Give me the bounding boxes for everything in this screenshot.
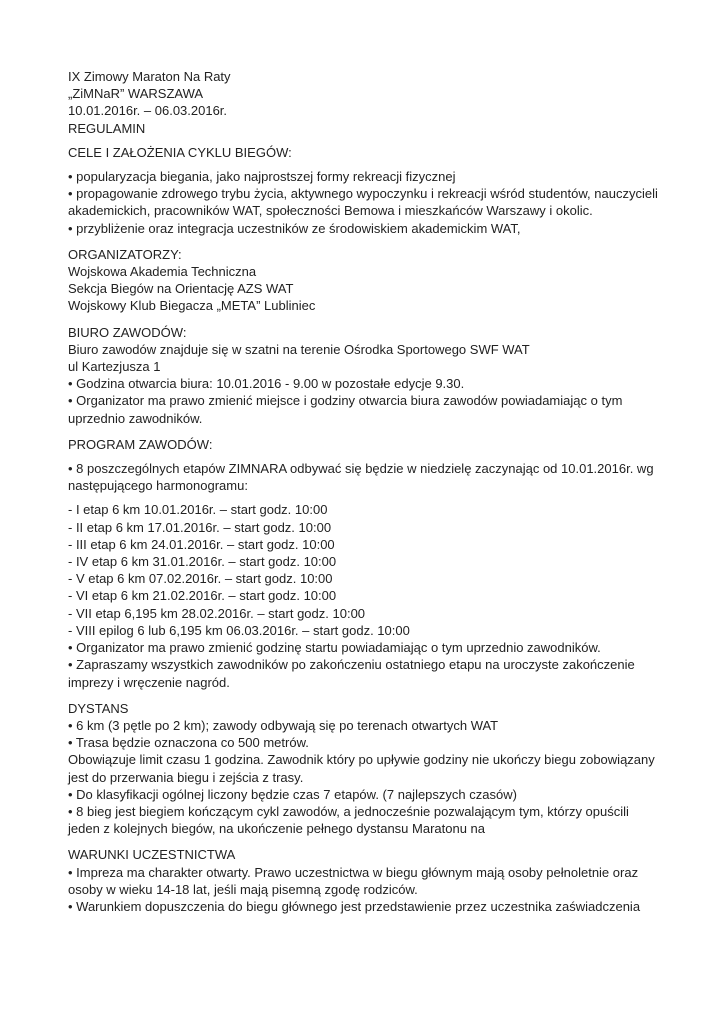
stage-item: - II etap 6 km 17.01.2016r. – start godz. 10:00 bbox=[68, 519, 332, 535]
bullet-item: • 8 poszczególnych etapów ZIMNARA odbywać się będzie w niedzielę zaczynając od 10.01.2016r. wg bbox=[68, 461, 654, 477]
organizer-item: Wojskowa Akademia Techniczna bbox=[68, 264, 257, 280]
section-heading: DYSTANS bbox=[68, 700, 129, 716]
organizer-item: Wojskowy Klub Biegacza „META” Lubliniec bbox=[68, 298, 316, 314]
bullet-item: • Organizator ma prawo zmienić miejsce i godziny otwarcia biura zawodów powiadamiając o tym bbox=[68, 393, 623, 409]
document-type: REGULAMIN bbox=[68, 120, 146, 136]
bullet-item-continuation: jeden z kolejnych biegów, na ukończenie pełnego dystansu Maratonu na bbox=[68, 821, 486, 837]
organizer-item: Sekcja Biegów na Orientację AZS WAT bbox=[68, 281, 294, 297]
bullet-item-continuation: imprezy i wręczenie nagród. bbox=[68, 674, 230, 690]
bullet-item: • przybliżenie oraz integracja uczestników ze środowiskiem akademickim WAT, bbox=[68, 220, 521, 236]
stage-item: - V etap 6 km 07.02.2016r. – start godz. 10:00 bbox=[68, 571, 333, 587]
bullet-item: • Trasa będzie oznaczona co 500 metrów. bbox=[68, 735, 309, 751]
section-heading: PROGRAM ZAWODÓW: bbox=[68, 436, 213, 452]
section-heading: CELE I ZAŁOŻENIA CYKLU BIEGÓW: bbox=[68, 144, 292, 160]
section-biuro bbox=[68, 324, 668, 427]
section-program bbox=[68, 436, 668, 691]
document-header bbox=[68, 68, 668, 137]
stage-item: - VII etap 6,195 km 28.02.2016r. – start godz. 10:00 bbox=[68, 605, 366, 621]
bullet-item: • Godzina otwarcia biura: 10.01.2016 - 9.00 w pozostałe edycje 9.30. bbox=[68, 376, 465, 392]
bullet-item-continuation: uprzednio zawodników. bbox=[68, 410, 203, 426]
bullet-item: • Do klasyfikacji ogólnej liczony będzie czas 7 etapów. (7 najlepszych czasów) bbox=[68, 786, 517, 802]
section-heading: WARUNKI UCZESTNICTWA bbox=[68, 847, 236, 863]
bullet-item: • Zapraszamy wszystkich zawodników po zakończeniu ostatniego etapu na uroczyste zakończenie bbox=[68, 657, 635, 673]
bullet-item-continuation: akademickich, pracowników WAT, społeczności Bemowa i mieszkańców Warszawy i okolic. bbox=[68, 203, 593, 219]
paragraph-line: Biuro zawodów znajduje się w szatni na terenie Ośrodka Sportowego SWF WAT bbox=[68, 341, 530, 357]
bullet-item: • propagowanie zdrowego trybu życia, aktywnego wypoczynku i rekreacji wśród studentów, nauczycieli bbox=[68, 186, 658, 202]
bullet-item: • Warunkiem dopuszczenia do biegu głównego jest przedstawienie przez uczestnika zaświadczenia bbox=[68, 898, 641, 914]
paragraph-line: ul Kartezjusza 1 bbox=[68, 359, 161, 375]
section-cele bbox=[68, 144, 668, 237]
stage-item: - III etap 6 km 24.01.2016r. – start godz. 10:00 bbox=[68, 536, 335, 552]
section-heading: BIURO ZAWODÓW: bbox=[68, 324, 187, 340]
stage-item: - VIII epilog 6 lub 6,195 km 06.03.2016r. – start godz. 10:00 bbox=[68, 622, 410, 638]
event-title: IX Zimowy Maraton Na Raty bbox=[68, 69, 231, 84]
paragraph-line: Obowiązuje limit czasu 1 godzina. Zawodnik który po upływie godziny nie ukończy biegu zobowiązany bbox=[68, 752, 655, 768]
regulation-document bbox=[68, 68, 668, 915]
bullet-item-continuation: następującego harmonogramu: bbox=[68, 478, 248, 494]
bullet-item-continuation: osoby w wieku 14-18 lat, jeśli mają pisemną zgodę rodziców. bbox=[68, 881, 418, 897]
bullet-item: • 6 km (3 pętle po 2 km); zawody odbywają się po terenach otwartych WAT bbox=[68, 717, 499, 733]
stage-item: - VI etap 6 km 21.02.2016r. – start godz. 10:00 bbox=[68, 588, 337, 604]
bullet-item: • 8 bieg jest biegiem kończącym cykl zawodów, a jednocześnie pozwalającym tym, którzy opuścili bbox=[68, 803, 629, 819]
paragraph-line: jest do przerwania biegu i zejścia z trasy. bbox=[68, 769, 304, 785]
bullet-item: • popularyzacja biegania, jako najprostszej formy rekreacji fizycznej bbox=[68, 169, 456, 185]
section-warunki bbox=[68, 846, 668, 915]
stage-item: - IV etap 6 km 31.01.2016r. – start godz. 10:00 bbox=[68, 554, 337, 570]
section-organizatorzy bbox=[68, 246, 668, 315]
section-dystans bbox=[68, 700, 668, 838]
event-subtitle: „ZiMNaR” WARSZAWA bbox=[68, 86, 204, 102]
bullet-item: • Organizator ma prawo zmienić godzinę startu powiadamiając o tym uprzednio zawodników. bbox=[68, 640, 601, 656]
section-heading: ORGANIZATORZY: bbox=[68, 246, 182, 262]
event-dates: 10.01.2016r. – 06.03.2016r. bbox=[68, 103, 228, 119]
bullet-item: • Impreza ma charakter otwarty. Prawo uczestnictwa w biegu głównym mają osoby pełnoletnie oraz bbox=[68, 864, 639, 880]
stage-item: - I etap 6 km 10.01.2016r. – start godz. 10:00 bbox=[68, 502, 328, 518]
